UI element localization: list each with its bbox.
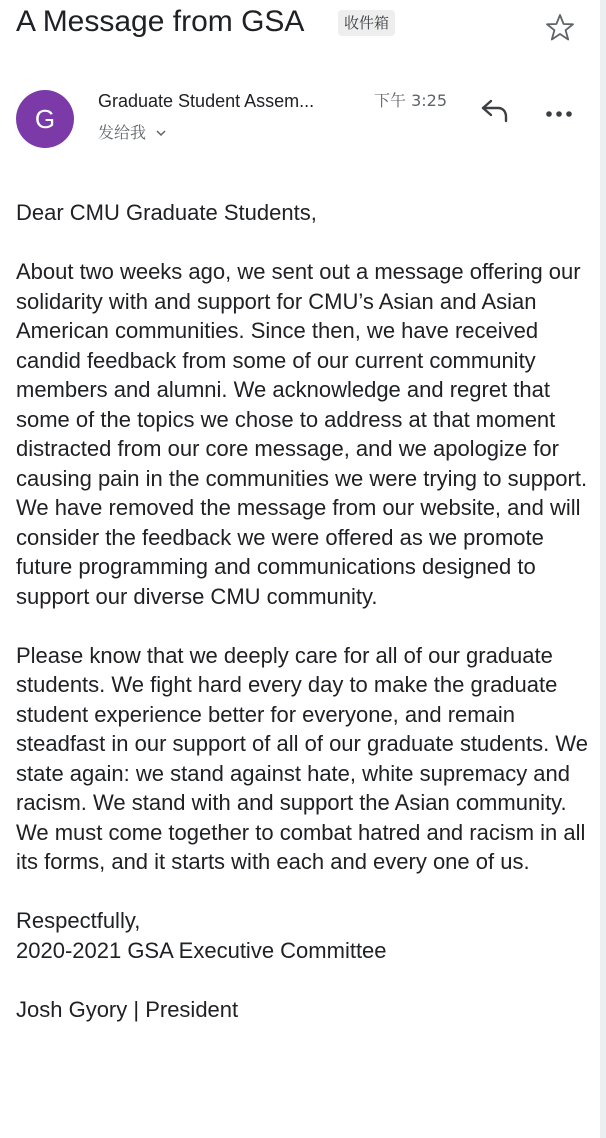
message-header (16, 86, 596, 156)
greeting: Dear CMU Graduate Students, (16, 200, 317, 225)
star-icon[interactable] (544, 12, 576, 44)
inbox-label-chip[interactable]: 收件箱 (338, 10, 395, 36)
reply-icon[interactable] (478, 92, 512, 126)
signature: Josh Gyory | President (16, 996, 239, 1022)
body-paragraph-2: Please know that we deeply care for all of our graduate students. We fight hard every day to make the graduate student experience better for everyone, and remain steadfast in our support of all of our graduate students. We state again: we stand against hate, white supremacy and racism. We stand with and support the Asian community. We must come together to combat hatred and racism in all its forms, and it starts with each and every one of us. (16, 642, 588, 874)
message-time: 下午 3:25 (374, 91, 448, 110)
committee-name: 2020-2021 GSA Executive Committee (16, 937, 387, 963)
recipient-details-toggle[interactable] (98, 122, 167, 145)
recipient-label: 发给我 (98, 123, 147, 142)
subject-row (16, 4, 602, 48)
chevron-down-icon (155, 123, 167, 145)
body-paragraph-1: About two weeks ago, we sent out a message offering our solidarity with and support for CMU’s Asian and Asian American communities. Since then, we have received candid feedback from some of our current community members and alumni. We acknowledge and regret that some of the topics we chose to address at that moment distracted from our core message, and we apologize for causing pain in the communities we were trying to support. We have removed the message from our website, and will consider the feedback we were offered as we promote future programming and communications designed to support our diverse CMU community. (16, 259, 588, 609)
email-subject: A Message from GSA (16, 5, 305, 38)
scroll-edge (600, 0, 606, 1138)
email-body (16, 198, 596, 1024)
closing: Respectfully, (16, 908, 141, 933)
sender-name[interactable]: Graduate Student Assem... (98, 91, 315, 111)
sender-avatar[interactable]: G (16, 90, 74, 148)
more-options-icon[interactable] (544, 94, 576, 124)
